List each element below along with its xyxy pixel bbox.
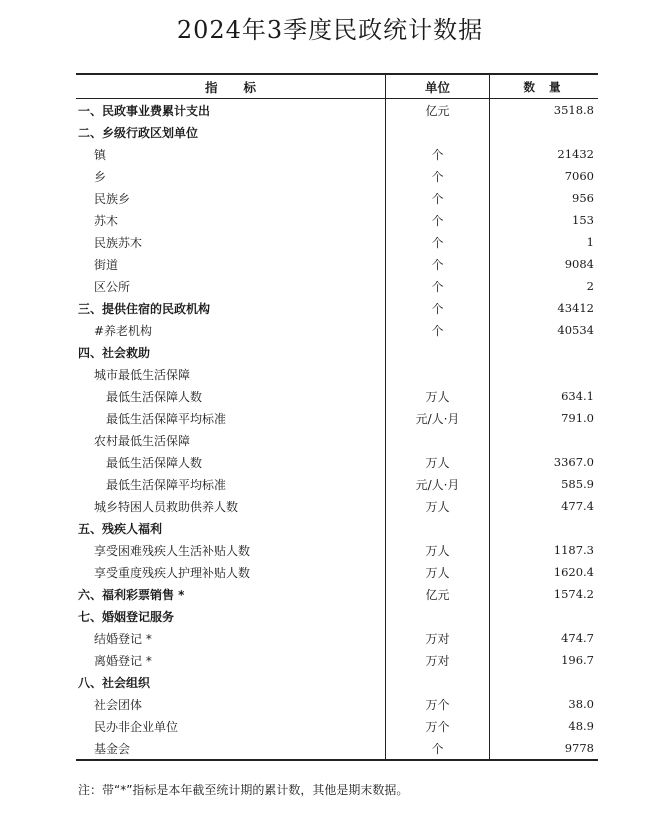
table-row — [76, 671, 598, 693]
row-value: 585.9 — [561, 477, 594, 491]
row-unit: 万人 — [386, 561, 490, 583]
table-row — [76, 165, 598, 187]
row-value — [490, 363, 598, 385]
row-value: 634.1 — [561, 389, 594, 403]
row-unit: 个 — [386, 253, 490, 275]
row-indicator: 七、婚姻登记服务 — [76, 605, 386, 627]
row-indicator: 城乡特困人员救助供养人数 — [76, 495, 386, 517]
row-indicator: 二、乡级行政区划单位 — [76, 121, 386, 143]
row-value: 40534 — [557, 323, 594, 337]
table-row — [76, 473, 598, 495]
table-row — [76, 583, 598, 605]
table-row — [76, 451, 598, 473]
row-unit: 万人 — [386, 385, 490, 407]
table-row — [76, 649, 598, 671]
page-title: 2024年3季度民政统计数据 — [176, 16, 484, 44]
table-row — [76, 715, 598, 737]
row-indicator: 结婚登记 * — [76, 627, 386, 649]
row-unit — [386, 517, 490, 539]
row-value — [490, 341, 598, 363]
row-unit — [386, 671, 490, 693]
table-row — [76, 693, 598, 715]
row-indicator: 民办非企业单位 — [76, 715, 386, 737]
table-header — [76, 75, 598, 99]
table-row — [76, 275, 598, 297]
row-value: 9084 — [564, 257, 594, 271]
row-indicator: 最低生活保障人数 — [76, 451, 386, 473]
row-unit: 万个 — [386, 715, 490, 737]
row-unit: 个 — [386, 187, 490, 209]
table-row — [76, 539, 598, 561]
row-value: 9778 — [564, 741, 594, 755]
row-value: 153 — [572, 213, 594, 227]
row-unit: 万个 — [386, 693, 490, 715]
header-indicator: 指标 — [76, 75, 386, 98]
row-value — [490, 517, 598, 539]
row-unit: 个 — [386, 737, 490, 759]
row-value: 3518.8 — [553, 103, 594, 117]
row-value: 1187.3 — [553, 543, 594, 557]
row-indicator: 离婚登记 * — [76, 649, 386, 671]
row-unit: 万人 — [386, 451, 490, 473]
row-unit: 亿元 — [386, 99, 490, 121]
header-value: 数量 — [523, 79, 575, 94]
row-value: 791.0 — [561, 411, 594, 425]
row-indicator: 乡 — [76, 165, 386, 187]
row-value: 48.9 — [568, 719, 594, 733]
row-value: 1620.4 — [553, 565, 594, 579]
row-unit: 个 — [386, 143, 490, 165]
row-value — [490, 671, 598, 693]
table-row — [76, 429, 598, 451]
row-indicator: 最低生活保障平均标准 — [76, 473, 386, 495]
row-indicator: 城市最低生活保障 — [76, 363, 386, 385]
row-unit: 万人 — [386, 495, 490, 517]
row-indicator: 享受困难残疾人生活补贴人数 — [76, 539, 386, 561]
row-indicator: 五、残疾人福利 — [76, 517, 386, 539]
row-unit: 万对 — [386, 649, 490, 671]
row-value: 1 — [586, 235, 594, 249]
table-row — [76, 385, 598, 407]
table-row — [76, 231, 598, 253]
row-unit: 个 — [386, 209, 490, 231]
row-indicator: 民族苏木 — [76, 231, 386, 253]
table-row — [76, 517, 598, 539]
row-value: 2 — [586, 279, 594, 293]
row-indicator: 街道 — [76, 253, 386, 275]
table-row — [76, 605, 598, 627]
row-indicator: 享受重度残疾人护理补贴人数 — [76, 561, 386, 583]
row-indicator: 最低生活保障人数 — [76, 385, 386, 407]
table-row — [76, 297, 598, 319]
row-indicator: 社会团体 — [76, 693, 386, 715]
row-unit — [386, 363, 490, 385]
table-row — [76, 495, 598, 517]
row-unit — [386, 429, 490, 451]
row-indicator: #养老机构 — [76, 319, 386, 341]
row-value: 38.0 — [568, 697, 594, 711]
row-unit: 亿元 — [386, 583, 490, 605]
row-unit: 元/人·月 — [386, 407, 490, 429]
table-row — [76, 319, 598, 341]
row-unit: 元/人·月 — [386, 473, 490, 495]
table-row — [76, 561, 598, 583]
row-value — [490, 429, 598, 451]
row-unit: 个 — [386, 275, 490, 297]
row-indicator: 基金会 — [76, 737, 386, 759]
row-value: 956 — [572, 191, 594, 205]
row-unit: 万人 — [386, 539, 490, 561]
row-value: 21432 — [557, 147, 594, 161]
table-row — [76, 407, 598, 429]
row-value: 474.7 — [561, 631, 594, 645]
header-unit: 单位 — [386, 75, 490, 98]
row-indicator: 民族乡 — [76, 187, 386, 209]
row-value — [490, 605, 598, 627]
table-row — [76, 209, 598, 231]
row-indicator: 四、社会救助 — [76, 341, 386, 363]
row-value: 196.7 — [561, 653, 594, 667]
row-indicator: 苏木 — [76, 209, 386, 231]
row-value: 3367.0 — [553, 455, 594, 469]
row-unit: 万对 — [386, 627, 490, 649]
table-row — [76, 341, 598, 363]
table-row — [76, 121, 598, 143]
row-value: 1574.2 — [553, 587, 594, 601]
row-unit — [386, 121, 490, 143]
table-row — [76, 737, 598, 759]
row-indicator: 六、福利彩票销售 * — [76, 583, 386, 605]
row-unit: 个 — [386, 165, 490, 187]
table-row — [76, 187, 598, 209]
row-value: 43412 — [557, 301, 594, 315]
table-row — [76, 143, 598, 165]
row-unit: 个 — [386, 297, 490, 319]
table-row — [76, 363, 598, 385]
row-value: 477.4 — [561, 499, 594, 513]
row-unit — [386, 341, 490, 363]
table-body — [76, 99, 598, 759]
row-unit: 个 — [386, 319, 490, 341]
table-row — [76, 99, 598, 121]
row-indicator: 三、提供住宿的民政机构 — [76, 297, 386, 319]
row-indicator: 镇 — [76, 143, 386, 165]
row-unit — [386, 605, 490, 627]
row-value: 7060 — [564, 169, 594, 183]
statistics-table — [76, 73, 598, 761]
row-indicator: 八、社会组织 — [76, 671, 386, 693]
row-indicator: 最低生活保障平均标准 — [76, 407, 386, 429]
table-row — [76, 253, 598, 275]
row-indicator: 一、民政事业费累计支出 — [76, 99, 386, 121]
row-indicator: 农村最低生活保障 — [76, 429, 386, 451]
footnote: 注：带“*”指标是本年截至统计期的累计数，其他是期末数据。 — [78, 783, 409, 797]
row-unit: 个 — [386, 231, 490, 253]
row-value — [490, 121, 598, 143]
row-indicator: 区公所 — [76, 275, 386, 297]
table-row — [76, 627, 598, 649]
